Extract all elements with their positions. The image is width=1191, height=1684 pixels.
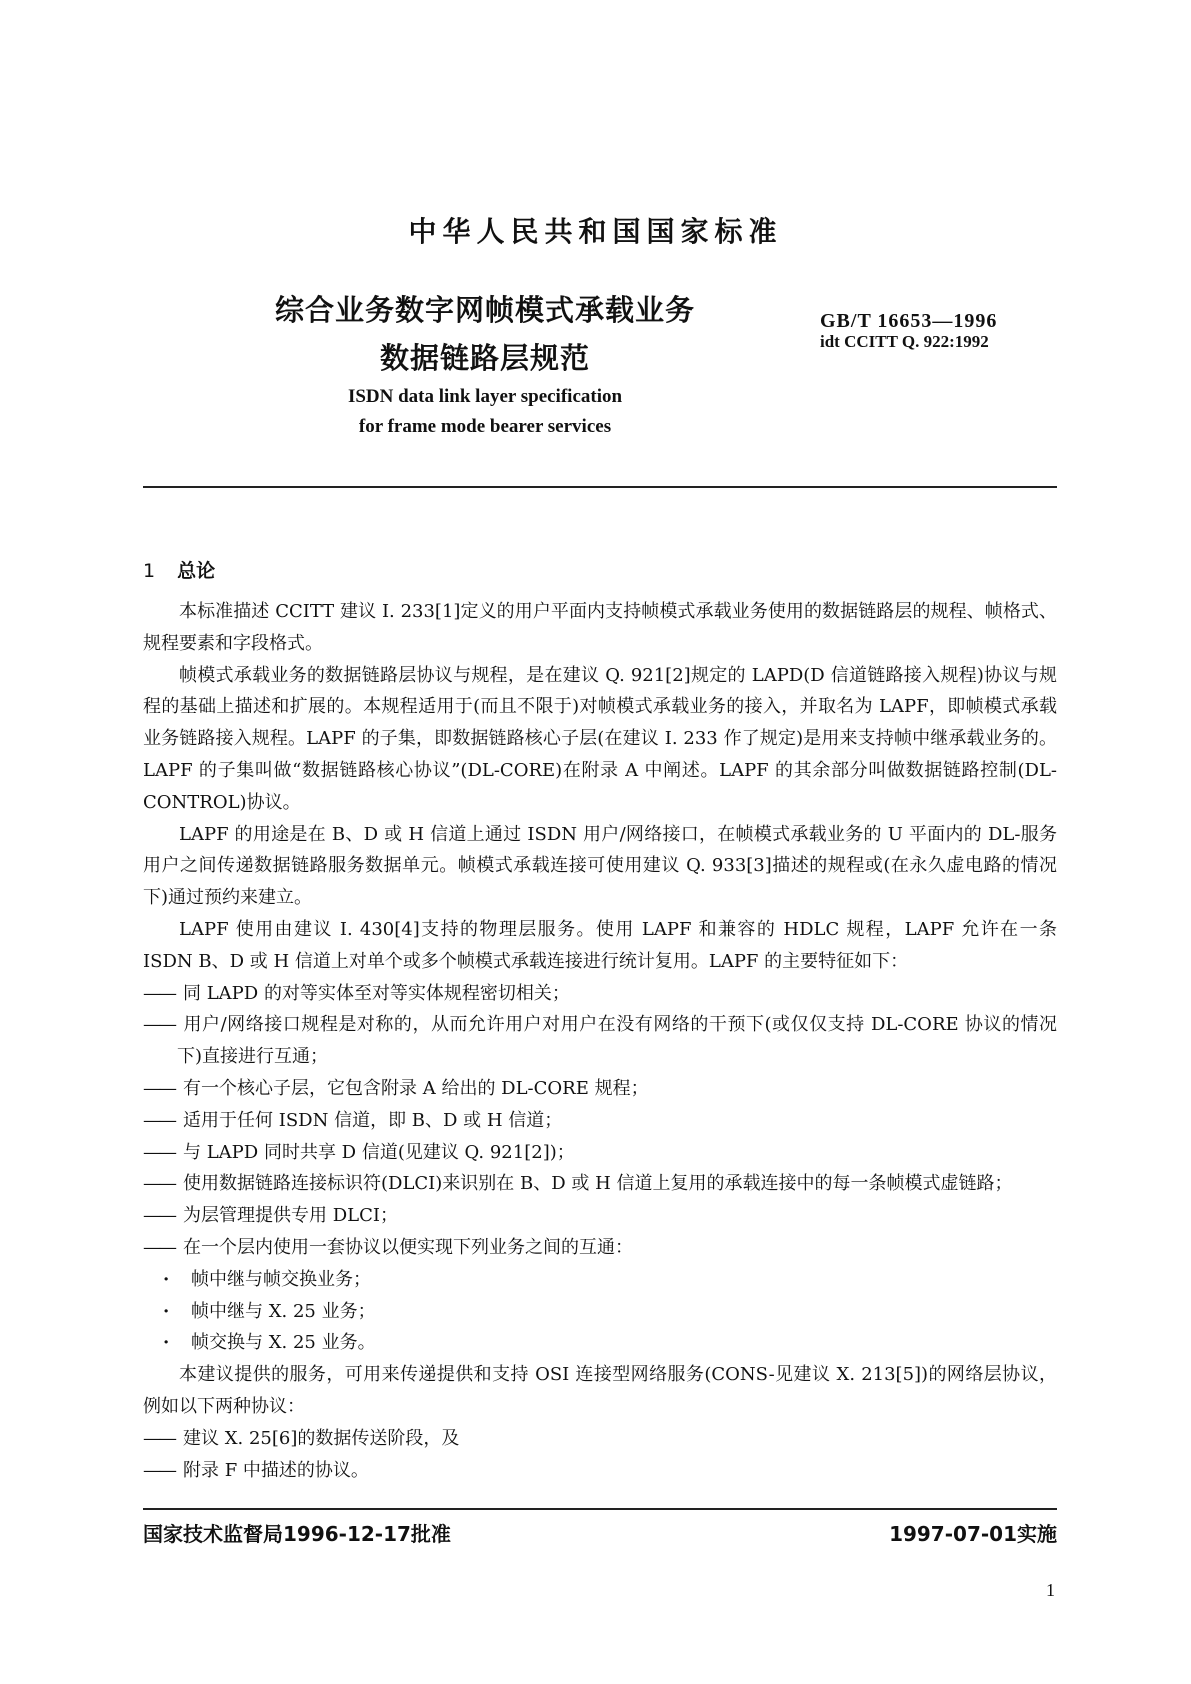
- paragraph: 本建议提供的服务，可用来传递提供和支持 OSI 连接型网络服务(CONS-见建议 X. 213[5])的网络层协议，例如以下两种协议：: [143, 1364, 1057, 1417]
- section-number: 1: [143, 560, 156, 582]
- feature-item: —— 有一个核心子层，它包含附录 A 给出的 DL-CORE 规程；: [143, 1073, 1057, 1105]
- paragraph: 本标准描述 CCITT 建议 I. 233[1]定义的用户平面内支持帧模式承载业务使用的数据链路层的规程、帧格式、规程要素和字段格式。: [143, 601, 1057, 654]
- feature-item: —— 为层管理提供专用 DLCI；: [143, 1200, 1057, 1232]
- title-en-line-1: ISDN data link layer specification: [347, 386, 623, 407]
- feature-item: —— 用户/网络接口规程是对称的，从而允许用户对用户在没有网络的干预下(或仅仅支持 DL-CORE 协议的情况下)直接进行互通；: [143, 1009, 1057, 1073]
- interworking-item: · 帧中继与 X. 25 业务；: [143, 1296, 1057, 1328]
- feature-item: —— 与 LAPD 同时共享 D 信道(见建议 Q. 921[2])；: [143, 1137, 1057, 1169]
- interworking-item: · 帧中继与帧交换业务；: [143, 1264, 1057, 1296]
- title-en-line-2: for frame mode bearer services: [358, 416, 612, 437]
- feature-item: —— 使用数据链路连接标识符(DLCI)来识别在 B、D 或 H 信道上复用的承载连接中的每一条帧模式虚链路；: [143, 1168, 1057, 1200]
- title-cn-line-1: 综合业务数字网帧模式承载业务: [274, 293, 695, 327]
- feature-item: —— 在一个层内使用一套协议以便实现下列业务之间的互通：: [143, 1232, 1057, 1264]
- paragraph: LAPF 的用途是在 B、D 或 H 信道上通过 ISDN 用户/网络接口，在帧模式承载业务的 U 平面内的 DL-服务用户之间传递数据链路服务数据单元。帧模式承载连接可使用建议 Q. 933[3]描述的规程或(在永久虚电路的情况下)通过预约来建立。: [143, 823, 1057, 909]
- approval-date: 国家技术监督局1996-12-17批准: [143, 1522, 451, 1546]
- header-divider: [143, 486, 1057, 488]
- section-heading: [143, 556, 215, 583]
- paragraph: LAPF 使用由建议 I. 430[4]支持的物理层服务。使用 LAPF 和兼容的 HDLC 规程，LAPF 允许在一条 ISDN B、D 或 H 信道上对单个或多个帧模式承载连接进行统计复用。LAPF 的主要特征如下：: [143, 918, 1057, 972]
- feature-item: —— 适用于任何 ISDN 信道，即 B、D 或 H 信道；: [143, 1105, 1057, 1137]
- body-text: [143, 596, 1057, 1486]
- interworking-item: · 帧交换与 X. 25 业务。: [143, 1327, 1057, 1359]
- issuing-body-title: 中华人民共和国国家标准: [408, 215, 783, 248]
- title-cn-line-2: 数据链路层规范: [379, 341, 590, 375]
- footer-divider: [143, 1508, 1057, 1510]
- feature-item: —— 同 LAPD 的对等实体至对等实体规程密切相关；: [143, 978, 1057, 1010]
- standard-code: GB/T 16653—1996: [820, 310, 998, 332]
- protocol-item: —— 附录 F 中描述的协议。: [143, 1455, 1057, 1487]
- paragraph: 帧模式承载业务的数据链路层协议与规程，是在建议 Q. 921[2]规定的 LAPD(D 信道链路接入规程)协议与规程的基础上描述和扩展的。本规程适用于(而且不限于)对帧模式承载业务的接入，并取名为 LAPF，即帧模式承载业务链路接入规程。LAPF 的子集，即数据链路核心子层(在建议 I. 233 作了规定)是用来支持帧中继承载业务的。LAPF 的子集叫做“数据链路核心协议”(DL-CORE)在附录 A 中阐述。LAPF 的其余部分叫做数据链路控制(DL-CONTROL)协议。: [143, 664, 1057, 813]
- standard-idt: idt CCITT Q. 922:1992: [820, 332, 989, 351]
- page-number: 1: [1046, 1580, 1055, 1600]
- implementation-date: 1997-07-01实施: [889, 1522, 1057, 1546]
- protocol-item: —— 建议 X. 25[6]的数据传送阶段，及: [143, 1423, 1057, 1455]
- section-title: 总论: [177, 560, 216, 582]
